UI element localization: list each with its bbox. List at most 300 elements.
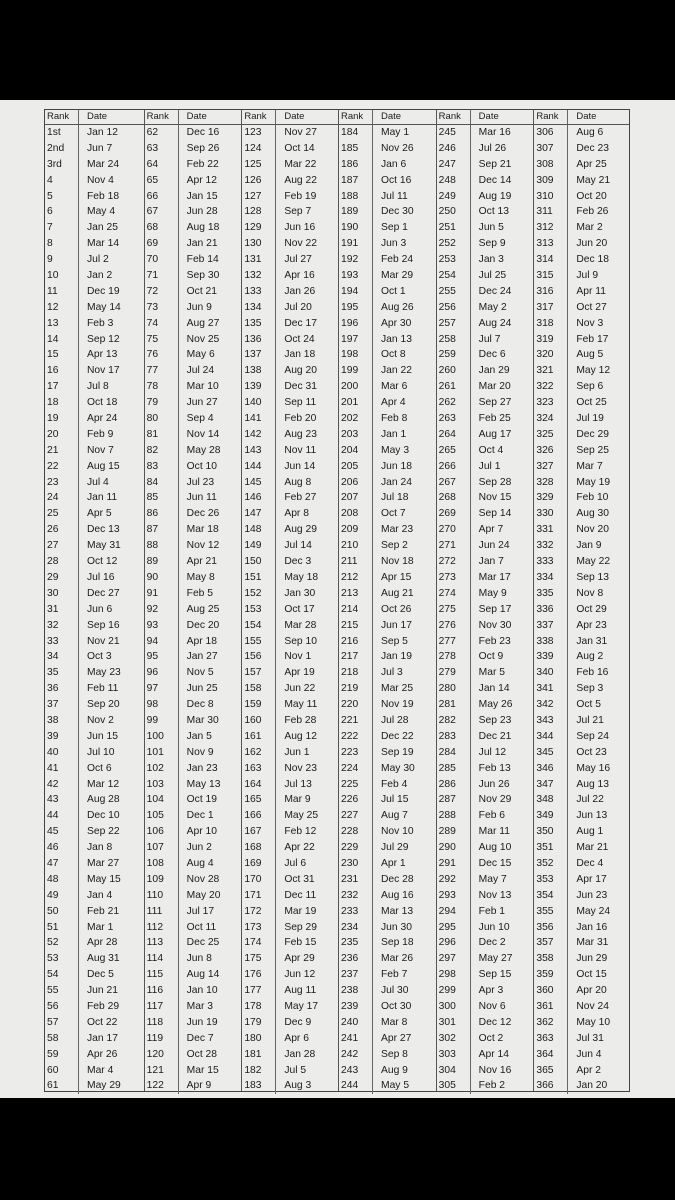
date-cell: May 14 <box>87 301 121 313</box>
date-cell: May 15 <box>87 873 121 885</box>
date-cell: Aug 21 <box>381 587 414 599</box>
date-cell: Oct 2 <box>478 1032 504 1044</box>
date-cell: Feb 28 <box>284 714 317 726</box>
table-row <box>145 697 242 713</box>
date-cell: Oct 30 <box>381 1000 412 1012</box>
table-row <box>242 713 338 729</box>
date-cell: Jun 1 <box>284 746 310 758</box>
table-row <box>339 729 436 745</box>
rank-cell: 115 <box>145 967 179 983</box>
rank-cell: 174 <box>242 935 276 951</box>
rank-cell: 138 <box>242 363 276 379</box>
table-row <box>145 189 242 205</box>
rank-cell: 213 <box>339 586 373 602</box>
date-cell: May 10 <box>576 1016 611 1028</box>
table-column <box>437 110 535 1091</box>
table-row <box>242 904 338 920</box>
table-row <box>339 490 436 506</box>
table-row <box>339 189 436 205</box>
rank-cell: 136 <box>242 332 276 348</box>
date-cell: Jul 28 <box>381 714 409 726</box>
rank-cell: 31 <box>45 602 79 618</box>
rank-cell: 254 <box>437 268 471 284</box>
date-cell: Mar 28 <box>284 619 317 631</box>
rank-cell: 362 <box>534 1015 568 1031</box>
table-row <box>145 1015 242 1031</box>
table-row <box>339 236 436 252</box>
date-cell: Nov 10 <box>381 826 414 838</box>
rank-cell: 149 <box>242 538 276 554</box>
table-row <box>339 316 436 332</box>
table-row <box>339 220 436 236</box>
rank-header: Rank <box>242 110 276 124</box>
date-cell: Jan 8 <box>87 842 113 854</box>
date-cell: Jul 26 <box>478 142 507 154</box>
date-cell: Jul 17 <box>186 905 215 917</box>
table-row <box>145 522 242 538</box>
rank-cell: 130 <box>242 236 276 252</box>
date-cell: May 17 <box>284 1000 319 1012</box>
rank-cell: 311 <box>534 204 568 220</box>
table-row <box>45 220 144 236</box>
table-row <box>45 586 144 602</box>
date-cell: Dec 14 <box>478 174 512 186</box>
table-row <box>242 777 338 793</box>
date-cell: Aug 22 <box>284 174 317 186</box>
rank-cell: 270 <box>437 522 471 538</box>
table-row <box>339 586 436 602</box>
rank-cell: 245 <box>437 125 471 141</box>
date-cell: Jul 23 <box>186 476 215 488</box>
date-cell: Dec 3 <box>284 556 312 568</box>
table-row <box>242 792 338 808</box>
date-cell: Oct 11 <box>186 921 217 933</box>
table-row <box>534 189 629 205</box>
rank-cell: 253 <box>437 252 471 268</box>
table-photo <box>0 100 675 1098</box>
rank-cell: 48 <box>45 872 79 888</box>
date-cell: Jun 17 <box>381 619 412 631</box>
rank-cell: 19 <box>45 411 79 427</box>
rank-cell: 333 <box>534 554 568 570</box>
date-cell: Aug 26 <box>381 301 414 313</box>
rank-cell: 247 <box>437 157 471 173</box>
rank-cell: 238 <box>339 983 373 999</box>
table-row <box>242 141 338 157</box>
rank-cell: 121 <box>145 1063 179 1079</box>
rank-cell: 109 <box>145 872 179 888</box>
rank-cell: 366 <box>534 1078 568 1094</box>
rank-cell: 70 <box>145 252 179 268</box>
table-row <box>242 983 338 999</box>
date-cell: Sep 6 <box>576 381 604 393</box>
date-cell: Jan 4 <box>87 889 113 901</box>
rank-cell: 202 <box>339 411 373 427</box>
table-row <box>45 983 144 999</box>
rank-cell: 256 <box>437 300 471 316</box>
date-cell: May 31 <box>87 540 121 552</box>
rank-cell: 118 <box>145 1015 179 1031</box>
date-cell: Aug 17 <box>478 428 512 440</box>
table-column <box>339 110 437 1091</box>
rank-header: Rank <box>534 110 568 124</box>
table-row <box>339 745 436 761</box>
table-row <box>45 316 144 332</box>
rank-cell: 23 <box>45 475 79 491</box>
date-cell: May 21 <box>576 174 611 186</box>
date-cell: Oct 1 <box>381 285 406 297</box>
date-cell: Nov 2 <box>87 714 114 726</box>
rank-cell: 195 <box>339 300 373 316</box>
rank-cell: 67 <box>145 204 179 220</box>
table-row <box>534 935 629 951</box>
table-row <box>145 332 242 348</box>
table-row <box>45 808 144 824</box>
date-cell: Dec 9 <box>284 1016 312 1028</box>
date-cell: Jan 23 <box>186 762 218 774</box>
table-row <box>534 1031 629 1047</box>
table-row <box>534 602 629 618</box>
date-cell: Jan 21 <box>186 238 218 250</box>
date-cell: May 30 <box>381 762 415 774</box>
table-row <box>534 1015 629 1031</box>
date-cell: May 20 <box>186 889 221 901</box>
table-row <box>242 204 338 220</box>
date-cell: Apr 23 <box>576 619 607 631</box>
rank-cell: 355 <box>534 904 568 920</box>
rank-cell: 284 <box>437 745 471 761</box>
rank-cell: 282 <box>437 713 471 729</box>
table-header-row <box>339 110 436 125</box>
rank-cell: 175 <box>242 951 276 967</box>
date-cell: Mar 13 <box>381 905 414 917</box>
rank-cell: 294 <box>437 904 471 920</box>
date-cell: Jan 9 <box>576 540 602 552</box>
rank-header: Rank <box>437 110 471 124</box>
date-cell: Oct 27 <box>576 301 607 313</box>
rank-cell: 237 <box>339 967 373 983</box>
rank-cell: 326 <box>534 443 568 459</box>
rank-cell: 301 <box>437 1015 471 1031</box>
table-row <box>242 443 338 459</box>
rank-cell: 17 <box>45 379 79 395</box>
rank-cell: 142 <box>242 427 276 443</box>
rank-cell: 1st <box>45 125 79 141</box>
table-row <box>534 443 629 459</box>
rank-header: Rank <box>45 110 79 124</box>
date-cell: Sep 16 <box>87 619 120 631</box>
date-cell: May 9 <box>478 587 507 599</box>
date-cell: Feb 18 <box>87 190 120 202</box>
date-cell: Mar 22 <box>284 158 317 170</box>
rank-cell: 251 <box>437 220 471 236</box>
table-row <box>534 363 629 379</box>
rank-cell: 350 <box>534 824 568 840</box>
table-row <box>437 856 534 872</box>
date-cell: Feb 27 <box>284 492 317 504</box>
rank-cell: 346 <box>534 761 568 777</box>
table-row <box>45 252 144 268</box>
date-cell: Jul 1 <box>478 460 501 472</box>
date-cell: Sep 21 <box>478 158 512 170</box>
date-cell: Mar 15 <box>186 1064 219 1076</box>
rank-cell: 271 <box>437 538 471 554</box>
date-cell: Aug 24 <box>478 317 512 329</box>
date-cell: Sep 17 <box>478 603 512 615</box>
table-row <box>534 332 629 348</box>
table-row <box>437 967 534 983</box>
date-cell: Jan 13 <box>381 333 412 345</box>
rank-cell: 178 <box>242 999 276 1015</box>
date-cell: Dec 18 <box>576 254 609 266</box>
table-row <box>242 967 338 983</box>
table-row <box>437 506 534 522</box>
table-row <box>45 1063 144 1079</box>
rank-cell: 60 <box>45 1063 79 1079</box>
table-row <box>339 475 436 491</box>
date-cell: May 27 <box>478 953 513 965</box>
rank-cell: 102 <box>145 761 179 777</box>
table-row <box>242 1015 338 1031</box>
rank-cell: 170 <box>242 872 276 888</box>
date-cell: Oct 13 <box>478 206 510 218</box>
rank-cell: 269 <box>437 506 471 522</box>
date-cell: Oct 29 <box>576 603 607 615</box>
rank-cell: 101 <box>145 745 179 761</box>
rank-cell: 249 <box>437 189 471 205</box>
rank-cell: 315 <box>534 268 568 284</box>
rank-cell: 305 <box>437 1078 471 1094</box>
table-row <box>145 347 242 363</box>
table-row <box>534 920 629 936</box>
table-row <box>45 1015 144 1031</box>
table-row <box>534 204 629 220</box>
date-cell: Nov 5 <box>186 667 214 679</box>
rank-cell: 208 <box>339 506 373 522</box>
rank-cell: 275 <box>437 602 471 618</box>
date-cell: Apr 28 <box>87 937 118 949</box>
table-row <box>45 443 144 459</box>
rank-cell: 341 <box>534 681 568 697</box>
table-row <box>45 872 144 888</box>
table-row <box>45 824 144 840</box>
rank-cell: 243 <box>339 1063 373 1079</box>
rank-cell: 218 <box>339 665 373 681</box>
rank-cell: 227 <box>339 808 373 824</box>
date-cell: Sep 10 <box>284 635 317 647</box>
date-cell: May 6 <box>186 349 215 361</box>
table-row <box>339 999 436 1015</box>
date-cell: May 23 <box>87 667 121 679</box>
table-row <box>45 538 144 554</box>
rank-cell: 62 <box>145 125 179 141</box>
rank-cell: 359 <box>534 967 568 983</box>
table-row <box>437 777 534 793</box>
table-row <box>45 634 144 650</box>
rank-cell: 95 <box>145 649 179 665</box>
date-cell: Jun 3 <box>381 238 407 250</box>
rank-cell: 4 <box>45 173 79 189</box>
date-cell: Sep 26 <box>186 142 220 154</box>
table-row <box>534 697 629 713</box>
date-cell: Dec 26 <box>186 508 220 520</box>
date-cell: Feb 22 <box>186 158 219 170</box>
rank-cell: 28 <box>45 554 79 570</box>
date-cell: May 1 <box>381 127 410 138</box>
table-column <box>145 110 243 1091</box>
table-row <box>437 300 534 316</box>
date-cell: Dec 16 <box>186 127 220 138</box>
table-row <box>339 1015 436 1031</box>
date-cell: Jun 20 <box>576 238 608 250</box>
rank-cell: 99 <box>145 713 179 729</box>
rank-cell: 307 <box>534 141 568 157</box>
date-cell: Feb 19 <box>284 190 317 202</box>
date-cell: Sep 27 <box>478 397 512 409</box>
rank-cell: 133 <box>242 284 276 300</box>
rank-cell: 236 <box>339 951 373 967</box>
date-cell: Apr 8 <box>284 508 309 520</box>
rank-cell: 206 <box>339 475 373 491</box>
date-cell: Nov 7 <box>87 444 114 456</box>
table-row <box>45 347 144 363</box>
rank-cell: 2nd <box>45 141 79 157</box>
date-cell: Jan 22 <box>381 365 412 377</box>
rank-cell: 242 <box>339 1047 373 1063</box>
table-row <box>534 777 629 793</box>
date-cell: Dec 29 <box>576 428 609 440</box>
date-cell: Mar 17 <box>478 571 511 583</box>
date-cell: Feb 21 <box>87 905 120 917</box>
table-row <box>242 808 338 824</box>
date-cell: Oct 9 <box>478 651 504 663</box>
table-row <box>534 1047 629 1063</box>
rank-cell: 322 <box>534 379 568 395</box>
rank-cell: 16 <box>45 363 79 379</box>
table-row <box>534 538 629 554</box>
date-cell: Feb 9 <box>87 428 114 440</box>
date-cell: May 16 <box>576 762 611 774</box>
table-row <box>242 761 338 777</box>
rank-cell: 316 <box>534 284 568 300</box>
rank-cell: 190 <box>339 220 373 236</box>
date-cell: Oct 20 <box>576 190 607 202</box>
date-cell: Apr 13 <box>87 349 118 361</box>
table-row <box>242 506 338 522</box>
table-row <box>242 252 338 268</box>
rank-cell: 304 <box>437 1063 471 1079</box>
rank-cell: 203 <box>339 427 373 443</box>
table-row <box>339 920 436 936</box>
rank-cell: 324 <box>534 411 568 427</box>
rank-cell: 7 <box>45 220 79 236</box>
table-row <box>242 1031 338 1047</box>
rank-cell: 185 <box>339 141 373 157</box>
rank-cell: 216 <box>339 634 373 650</box>
date-cell: Aug 16 <box>381 889 414 901</box>
table-row <box>534 316 629 332</box>
rank-cell: 248 <box>437 173 471 189</box>
table-row <box>437 490 534 506</box>
birthday-rank-table <box>44 109 630 1092</box>
table-row <box>242 236 338 252</box>
table-row <box>145 1078 242 1094</box>
date-cell: Nov 28 <box>186 873 220 885</box>
date-cell: Mar 25 <box>381 683 414 695</box>
rank-cell: 100 <box>145 729 179 745</box>
date-cell: Oct 26 <box>381 603 412 615</box>
date-cell: Apr 24 <box>87 413 118 425</box>
rank-cell: 69 <box>145 236 179 252</box>
rank-cell: 280 <box>437 681 471 697</box>
rank-cell: 59 <box>45 1047 79 1063</box>
date-cell: Jul 8 <box>87 381 109 393</box>
table-row <box>242 729 338 745</box>
rank-cell: 158 <box>242 681 276 697</box>
date-cell: Oct 8 <box>381 349 406 361</box>
rank-cell: 292 <box>437 872 471 888</box>
table-row <box>45 570 144 586</box>
table-row <box>339 665 436 681</box>
table-row <box>45 379 144 395</box>
table-row <box>339 252 436 268</box>
table-row <box>339 570 436 586</box>
rank-cell: 309 <box>534 173 568 189</box>
rank-cell: 252 <box>437 236 471 252</box>
table-row <box>145 204 242 220</box>
rank-cell: 92 <box>145 602 179 618</box>
rank-cell: 210 <box>339 538 373 554</box>
date-cell: Aug 28 <box>87 794 120 806</box>
rank-cell: 264 <box>437 427 471 443</box>
rank-cell: 246 <box>437 141 471 157</box>
rank-cell: 230 <box>339 856 373 872</box>
rank-cell: 357 <box>534 935 568 951</box>
date-cell: Nov 4 <box>87 174 114 186</box>
table-row <box>242 363 338 379</box>
table-row <box>45 792 144 808</box>
rank-cell: 314 <box>534 252 568 268</box>
rank-cell: 268 <box>437 490 471 506</box>
date-cell: Nov 27 <box>284 127 317 138</box>
date-cell: Feb 14 <box>186 254 219 266</box>
date-cell: Aug 9 <box>381 1064 408 1076</box>
table-row <box>534 951 629 967</box>
rank-cell: 172 <box>242 904 276 920</box>
rank-cell: 299 <box>437 983 471 999</box>
table-row <box>534 872 629 888</box>
rank-cell: 36 <box>45 681 79 697</box>
table-row <box>145 713 242 729</box>
date-cell: Mar 2 <box>576 222 603 234</box>
date-cell: Mar 14 <box>87 238 120 250</box>
rank-cell: 293 <box>437 888 471 904</box>
rank-cell: 310 <box>534 189 568 205</box>
rank-cell: 319 <box>534 332 568 348</box>
date-cell: Aug 8 <box>284 476 312 488</box>
date-cell: Jun 28 <box>186 206 218 218</box>
rank-cell: 162 <box>242 745 276 761</box>
rank-cell: 78 <box>145 379 179 395</box>
date-cell: Nov 17 <box>87 365 120 377</box>
table-row <box>534 792 629 808</box>
rank-cell: 29 <box>45 570 79 586</box>
table-row <box>339 792 436 808</box>
rank-cell: 318 <box>534 316 568 332</box>
table-row <box>339 856 436 872</box>
table-row <box>339 602 436 618</box>
table-row <box>437 618 534 634</box>
